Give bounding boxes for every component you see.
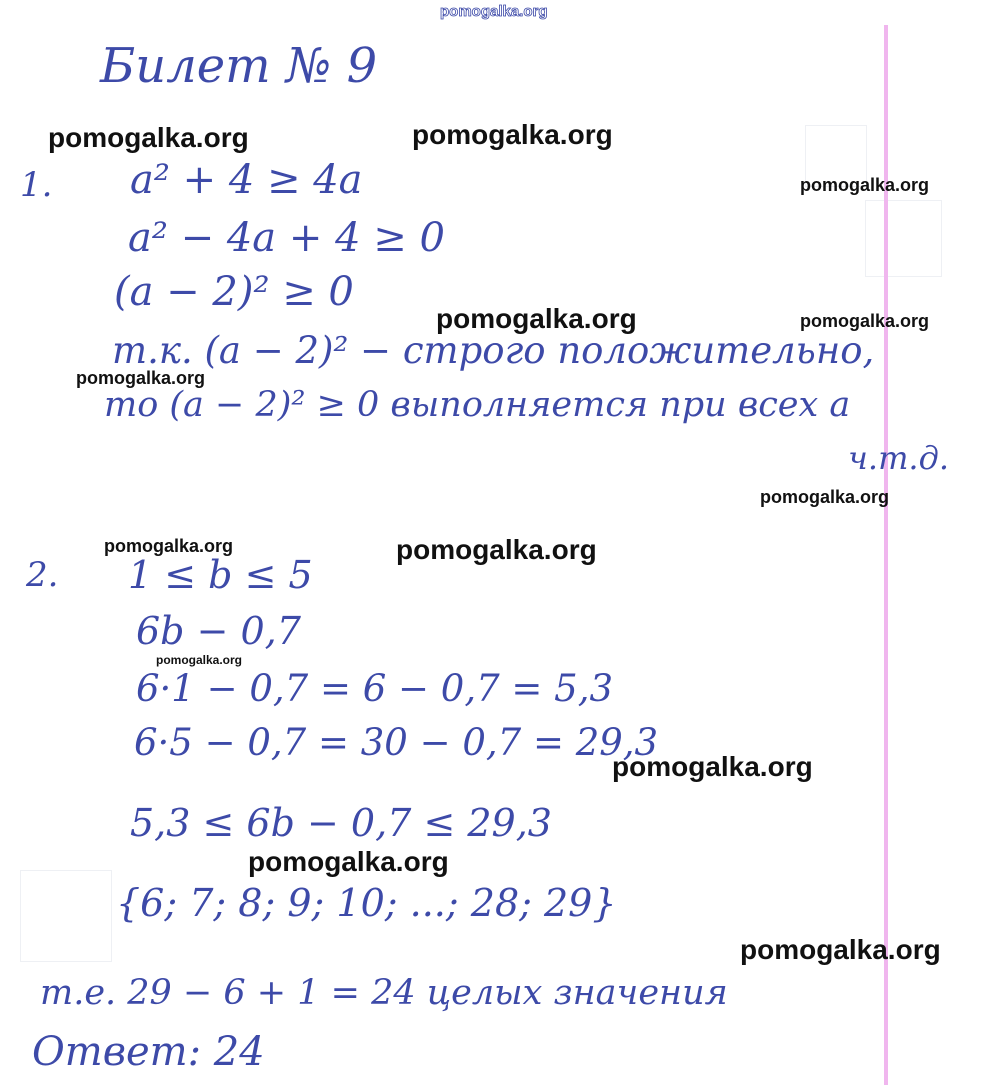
answer: Ответ: 24	[32, 1029, 265, 1075]
watermark: pomogalka.org	[412, 119, 613, 150]
watermark: pomogalka.org	[48, 122, 249, 153]
problem-1-line: ч.т.д.	[848, 439, 950, 477]
watermark: pomogalka.org	[800, 175, 930, 195]
watermark: pomogalka.org	[740, 934, 941, 965]
watermark: pomogalka.org	[800, 311, 930, 331]
problem-2-line: {6; 7; 8; 9; 10; ...; 28; 29}	[116, 881, 617, 925]
problem-1-line: то (a − 2)² ≥ 0 выполняется при всех a	[104, 385, 851, 425]
watermark: pomogalka.org	[104, 536, 234, 556]
watermark: pomogalka.org	[612, 751, 813, 782]
grid-remnant	[20, 870, 112, 962]
problem-2-line: 5,3 ≤ 6b − 0,7 ≤ 29,3	[130, 801, 552, 845]
problem-2-line: т.е. 29 − 6 + 1 = 24 целых значения	[40, 973, 728, 1013]
problem-1-line: a² − 4a + 4 ≥ 0	[128, 215, 445, 261]
problem-2-number: 2.	[26, 555, 59, 595]
grid-remnant	[865, 200, 942, 277]
ticket-title: Билет № 9	[100, 38, 378, 94]
problem-2-line: 6·5 − 0,7 = 30 − 0,7 = 29,3	[134, 721, 659, 764]
watermark: pomogalka.org	[436, 303, 637, 334]
watermark: pomogalka.org	[760, 487, 890, 507]
problem-2-line: 6·1 − 0,7 = 6 − 0,7 = 5,3	[136, 667, 614, 710]
problem-1-line: a² + 4 ≥ 4a	[130, 157, 363, 203]
watermark: pomogalka.org	[76, 368, 206, 388]
problem-1-number: 1.	[20, 165, 53, 205]
watermark-top: pomogalka.org	[440, 3, 548, 20]
watermark: pomogalka.org	[156, 653, 243, 667]
problem-1-line: (a − 2)² ≥ 0	[114, 269, 354, 315]
watermark: pomogalka.org	[396, 534, 597, 565]
problem-2-line: 6b − 0,7	[136, 609, 301, 653]
problem-2-line: 1 ≤ b ≤ 5	[128, 553, 313, 597]
problem-1-line: т.к. (a − 2)² − строго положительно,	[112, 329, 875, 372]
watermark: pomogalka.org	[248, 846, 449, 877]
